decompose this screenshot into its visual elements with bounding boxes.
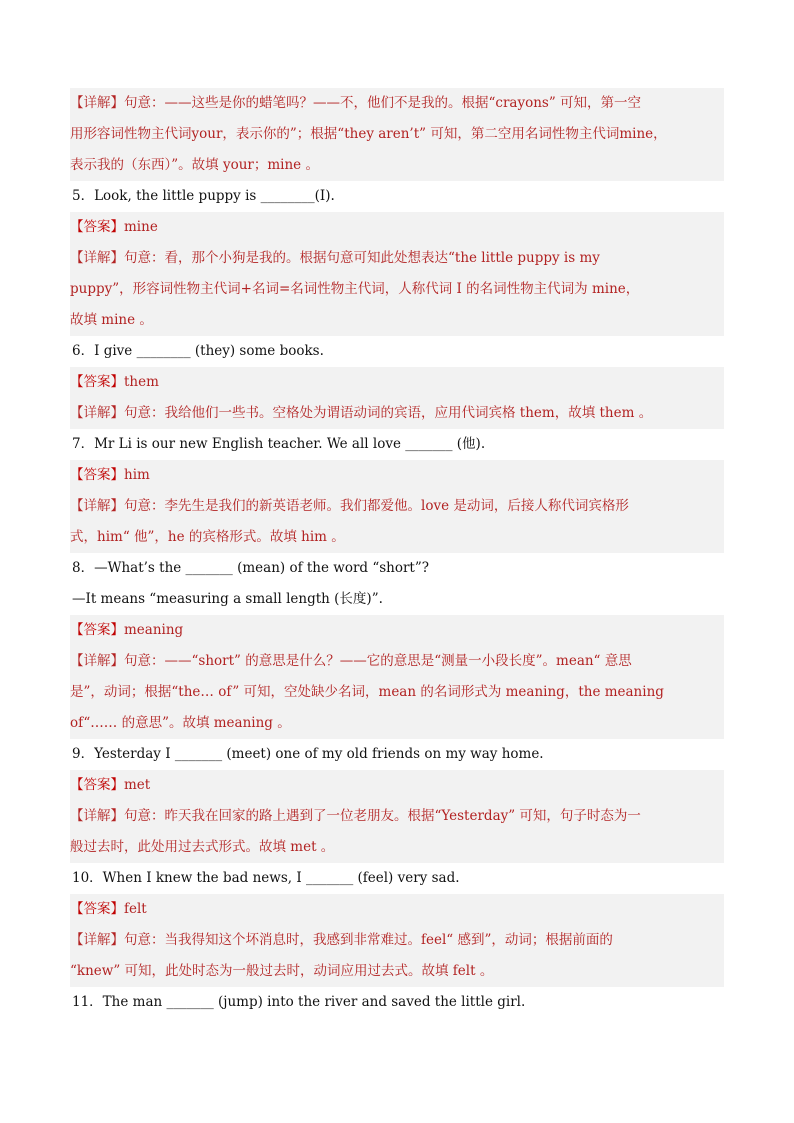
answer-label: 【答案】 <box>70 219 124 235</box>
explanation-line: 【详解】句意：当我得知这个坏消息时，我感到非常难过。feel“ 感到”，动词；根据前面的 <box>70 932 613 948</box>
explanation-line: 【详解】句意：——“short” 的意思是什么？——它的意思是“测量一小段长度”。mean“ 意思 <box>70 653 632 669</box>
explanation-block <box>70 491 724 553</box>
explanation-line: 般过去时，此处用过去式形式。故填 met 。 <box>70 839 335 855</box>
explanation-block <box>70 243 724 336</box>
question-line: —It means “measuring a small length (长度)”. <box>72 591 383 607</box>
answer-label: 【答案】 <box>70 374 124 390</box>
explanation-line: 【详解】句意：——这些是你的蜡笔吗？——不，他们不是我的。根据“crayons” 可知，第一空 <box>70 95 642 111</box>
answer-line <box>70 212 724 243</box>
explanation-block <box>70 925 724 987</box>
explanation-line: 【详解】句意：看，那个小狗是我的。根据句意可知此处想表达“the little puppy is my <box>70 250 600 266</box>
explanation-line: 用形容词性物主代词your，表示你的”；根据“they aren’t” 可知，第二空用名词性物主代词mine， <box>70 126 667 142</box>
explanation-line: 故填 mine 。 <box>70 312 153 328</box>
answer-label: 【答案】 <box>70 622 124 638</box>
explanation-line: 【详解】句意：我给他们一些书。空格处为谓语动词的宾语，应用代词宾格 them，故填 them 。 <box>70 405 653 421</box>
answer-line <box>70 770 724 801</box>
answer-label: 【答案】 <box>70 777 124 793</box>
answer-value: meaning <box>124 622 184 638</box>
question-line: 11．The man _______ (jump) into the river and saved the little girl. <box>72 994 526 1010</box>
question-line: 6．I give ________ (they) some books. <box>72 343 324 359</box>
answer-value: mine <box>124 219 158 235</box>
question-line: 5．Look, the little puppy is ________(I). <box>72 188 335 204</box>
document-page <box>70 88 724 1018</box>
explanation-line: 式，him“ 他”，he 的宾格形式。故填 him 。 <box>70 529 345 545</box>
answer-value: met <box>124 777 151 793</box>
explanation-line: 【详解】句意：昨天我在回家的路上遇到了一位老朋友。根据“Yesterday” 可知，句子时态为一 <box>70 808 641 824</box>
answer-line <box>70 460 724 491</box>
explanation-block <box>70 88 724 181</box>
answer-label: 【答案】 <box>70 901 124 917</box>
answer-line <box>70 615 724 646</box>
explanation-line: puppy”，形容词性物主代词+名词=名词性物主代词，人称代词 I 的名词性物主代词为 mine， <box>70 281 640 297</box>
answer-line <box>70 894 724 925</box>
explanation-line: 【详解】句意：李先生是我们的新英语老师。我们都爱他。love 是动词，后接人称代词宾格形 <box>70 498 629 514</box>
question-line: 9．Yesterday I _______ (meet) one of my old friends on my way home. <box>72 746 544 762</box>
answer-line <box>70 367 724 398</box>
explanation-block <box>70 646 724 739</box>
answer-value: him <box>124 467 150 483</box>
answer-value: them <box>124 374 159 390</box>
explanation-line: “knew” 可知，此处时态为一般过去时，动词应用过去式。故填 felt 。 <box>70 963 494 979</box>
answer-value: felt <box>124 901 147 917</box>
explanation-block <box>70 398 724 429</box>
answer-label: 【答案】 <box>70 467 124 483</box>
question-line: 10．When I knew the bad news, I _______ (feel) very sad. <box>72 870 460 886</box>
explanation-line: of“…… 的意思”。故填 meaning 。 <box>70 715 291 731</box>
question-line: 8．—What’s the _______ (mean) of the word “short”? <box>72 560 429 576</box>
explanation-block <box>70 801 724 863</box>
explanation-line: 是”，动词；根据“the… of” 可知，空处缺少名词，mean 的名词形式为 meaning，the meaning <box>70 684 664 700</box>
explanation-line: 表示我的（东西）”。故填 your；mine 。 <box>70 157 319 173</box>
question-line: 7．Mr Li is our new English teacher. We all love _______ (他). <box>72 436 486 452</box>
